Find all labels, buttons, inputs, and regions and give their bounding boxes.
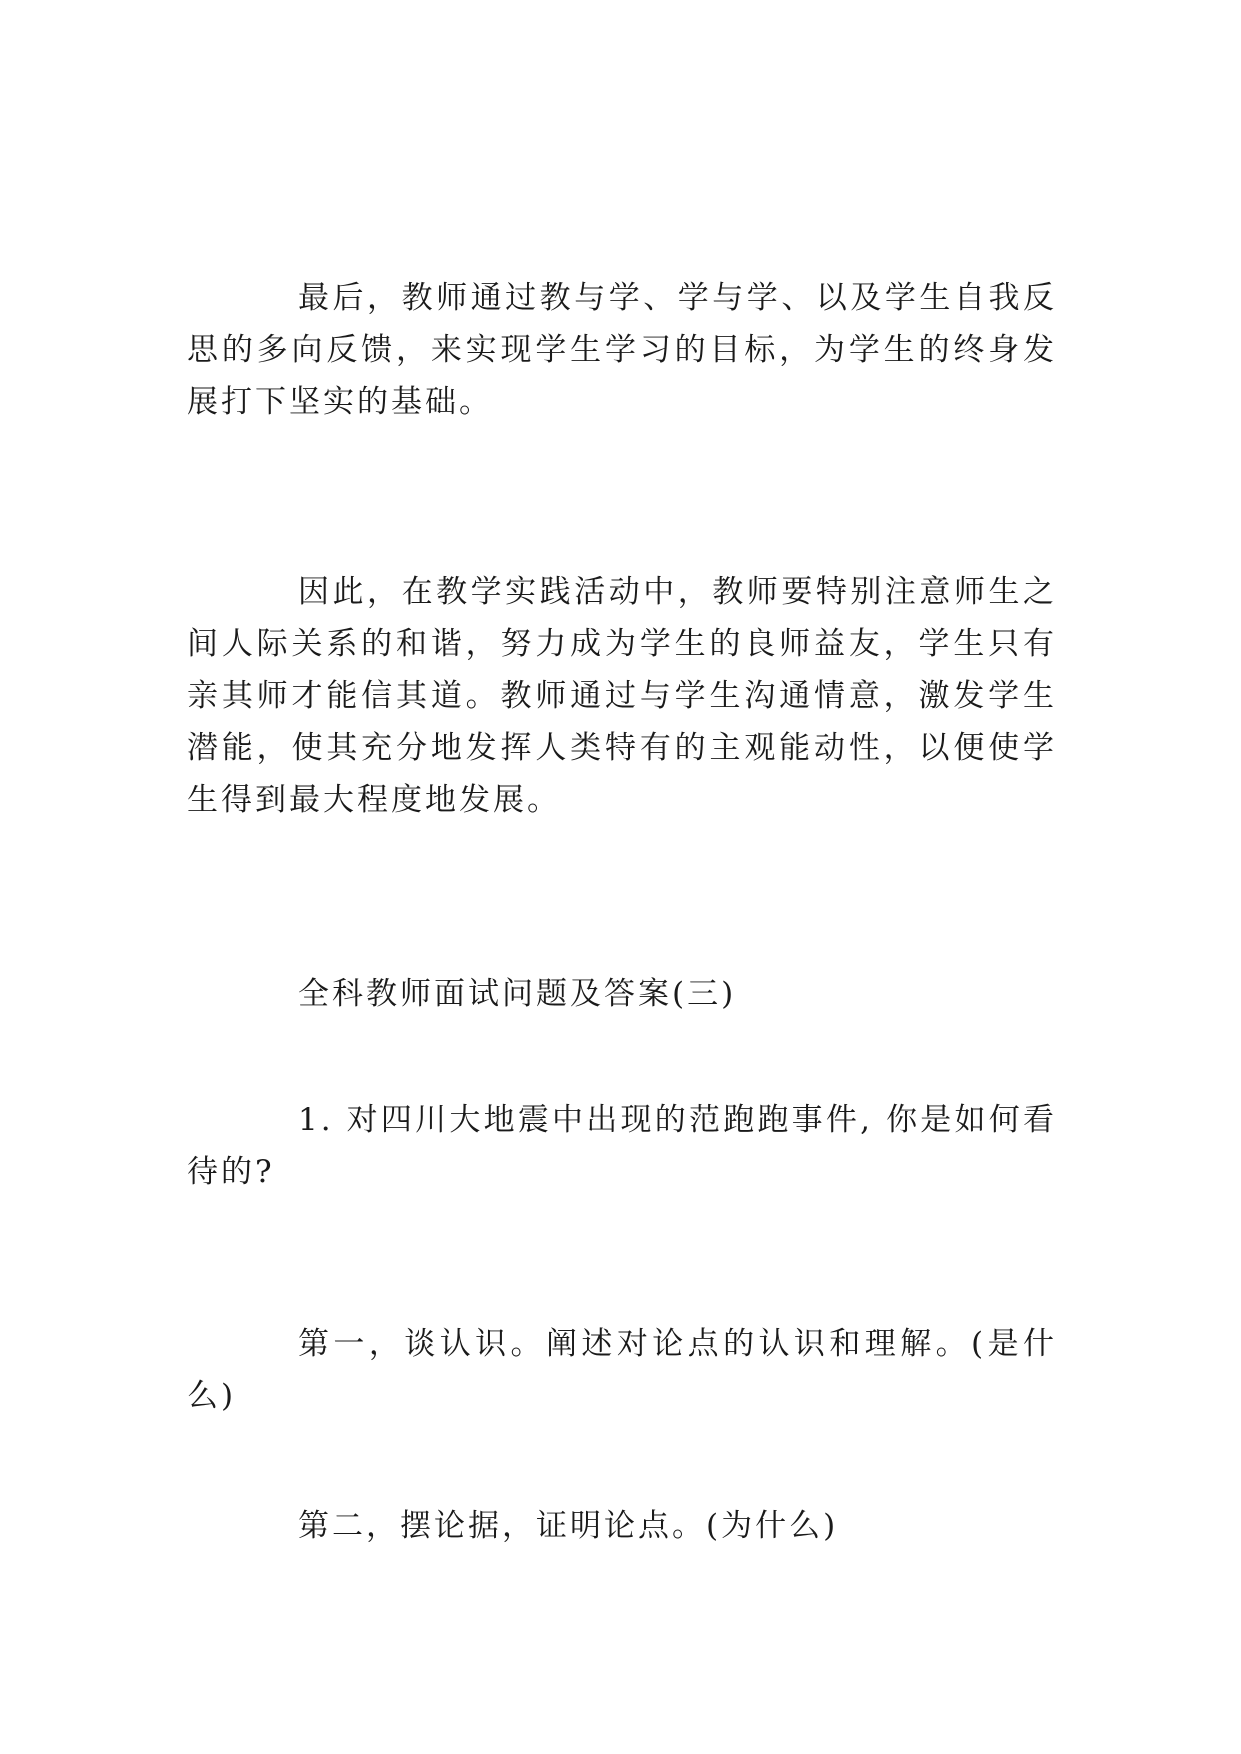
question-1: 1. 对四川大地震中出现的范跑跑事件, 你是如何看待的? [187, 1102, 1057, 1190]
answer-point-1: 第一，谈认识。阐述对论点的认识和理解。(是什么) [187, 1326, 1057, 1414]
paragraph-therefore: 因此，在教学实践活动中，教师要特别注意师生之间人际关系的和谐，努力成为学生的良师益友，学生只有亲其师才能信其道。教师通过与学生沟通情意，激发学生潜能，使其充分地发挥人类特有的主观能动性，以便使学生得到最大程度地发展。 [187, 574, 1057, 818]
answer-point-2: 第二，摆论据，证明论点。(为什么) [298, 1508, 839, 1544]
paragraph-conclusion: 最后，教师通过教与学、学与学、以及学生自我反思的多向反馈，来实现学生学习的目标，为学生的终身发展打下坚实的基础。 [187, 280, 1057, 420]
section-title: 全科教师面试问题及答案(三) [298, 976, 737, 1012]
